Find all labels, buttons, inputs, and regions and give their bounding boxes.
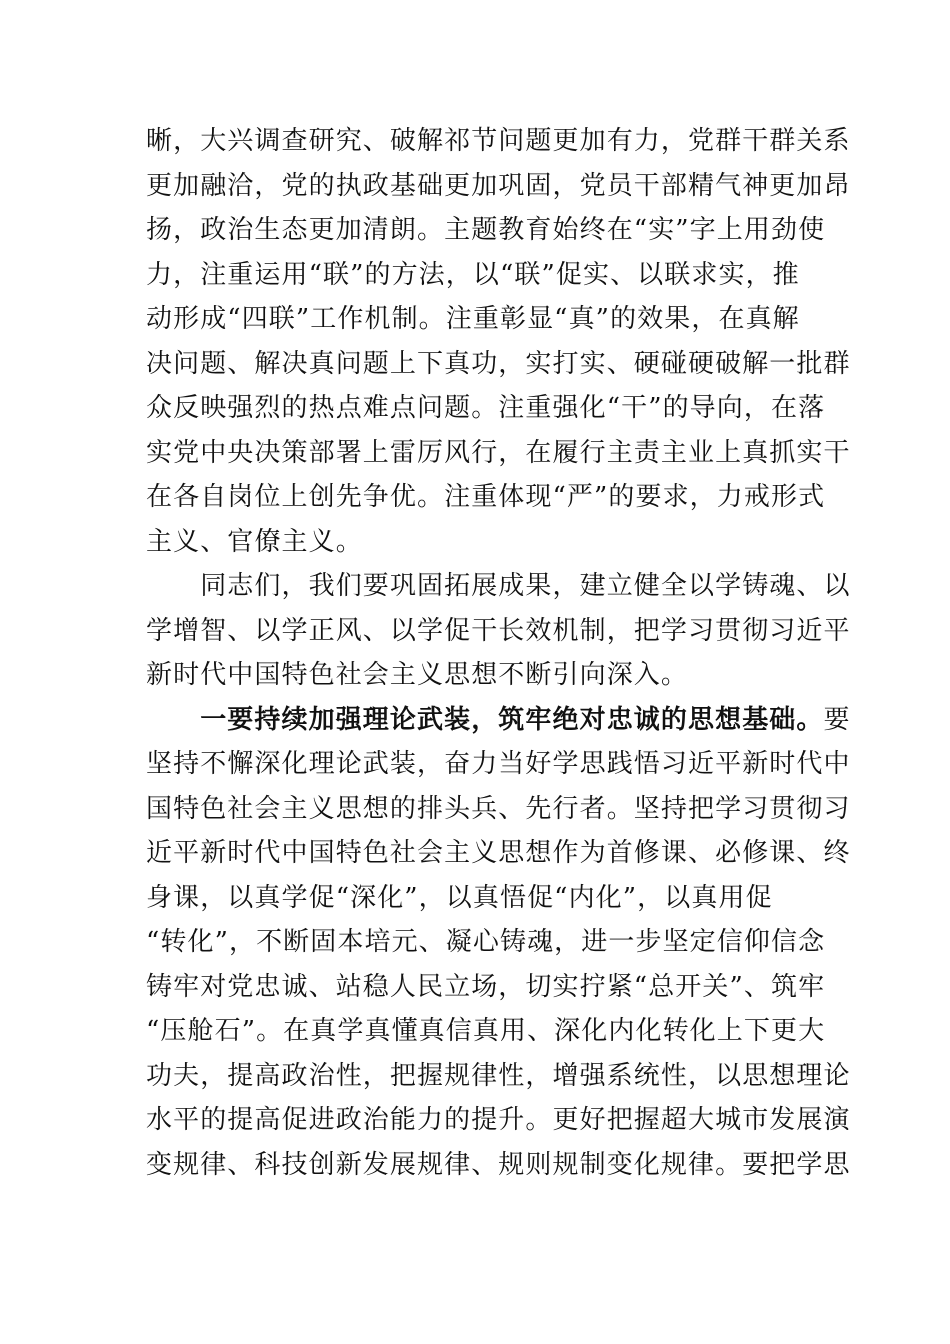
- text-line: “转化”，不断固本培元、凝心铸魂，进一步坚定信仰信念: [146, 927, 826, 957]
- text-line: 近平新时代中国特色社会主义思想作为首修课、必修课、终: [146, 838, 851, 868]
- text-line: 晰，大兴调查研究、破解祁节问题更加有力，党群干群关系: [146, 126, 851, 156]
- text-line: 在各自岗位上创先争优。注重体现“严”的要求，力戒形式: [146, 482, 826, 512]
- text-line: 众反映强烈的热点难点问题。注重强化“干”的导向，在落: [146, 393, 826, 423]
- text-line: 实党中央决策部署上雷厉风行，在履行主责主业上真抓实干: [146, 437, 851, 468]
- text-line: 主义、官僚主义。: [146, 526, 363, 557]
- text-line: “压舱石”。在真学真懂真信真用、深化内化转化上下更大: [146, 1016, 826, 1046]
- text-line: 身课，以真学促“深化”，以真悟促“内化”，以真用促: [146, 882, 773, 913]
- text-line: 水平的提高促进政治能力的提升。更好把握超大城市发展演: [146, 1105, 851, 1135]
- text-line: 力，注重运用“联”的方法，以“联”促实、以联求实，推: [146, 259, 800, 290]
- text-line: 决问题、解决真问题上下真功，实打实、硬碰硬破解一批群: [146, 348, 851, 379]
- text-line: 扬，政治生态更加清朗。主题教育始终在“实”字上用劲使: [146, 215, 826, 245]
- section-heading-line: [146, 698, 851, 743]
- section-heading-tail: 要: [823, 704, 851, 735]
- section-heading-bold: 一要持续加强理论武装，筑牢绝对忠诚的思想基础。: [146, 704, 824, 735]
- text-line: 同志们，我们要巩固拓展成果，建立健全以学铸魂、以: [146, 571, 851, 601]
- text-line: 功夫，提高政治性，把握规律性，增强系统性，以思想理论: [146, 1060, 851, 1091]
- text-line: 铸牢对党忠诚、站稳人民立场，切实拧紧“总开关”、筑牢: [146, 971, 826, 1002]
- text-line: 新时代中国特色社会主义思想不断引向深入。: [146, 660, 689, 690]
- text-line: 动形成“四联”工作机制。注重彰显“真”的效果，在真解: [146, 304, 800, 334]
- text-line: 学增智、以学正风、以学促干长效机制，把学习贯彻习近平: [146, 615, 851, 646]
- document-body: [146, 119, 851, 1187]
- text-line: 更加融洽，党的执政基础更加巩固，党员干部精气神更加昂: [146, 170, 851, 201]
- text-line: 变规律、科技创新发展规律、规则规制变化规律。要把学思: [146, 1149, 851, 1180]
- text-line: 国特色社会主义思想的排头兵、先行者。坚持把学习贯彻习: [146, 793, 851, 824]
- text-line: 坚持不懈深化理论武装，奋力当好学思践悟习近平新时代中: [146, 749, 851, 779]
